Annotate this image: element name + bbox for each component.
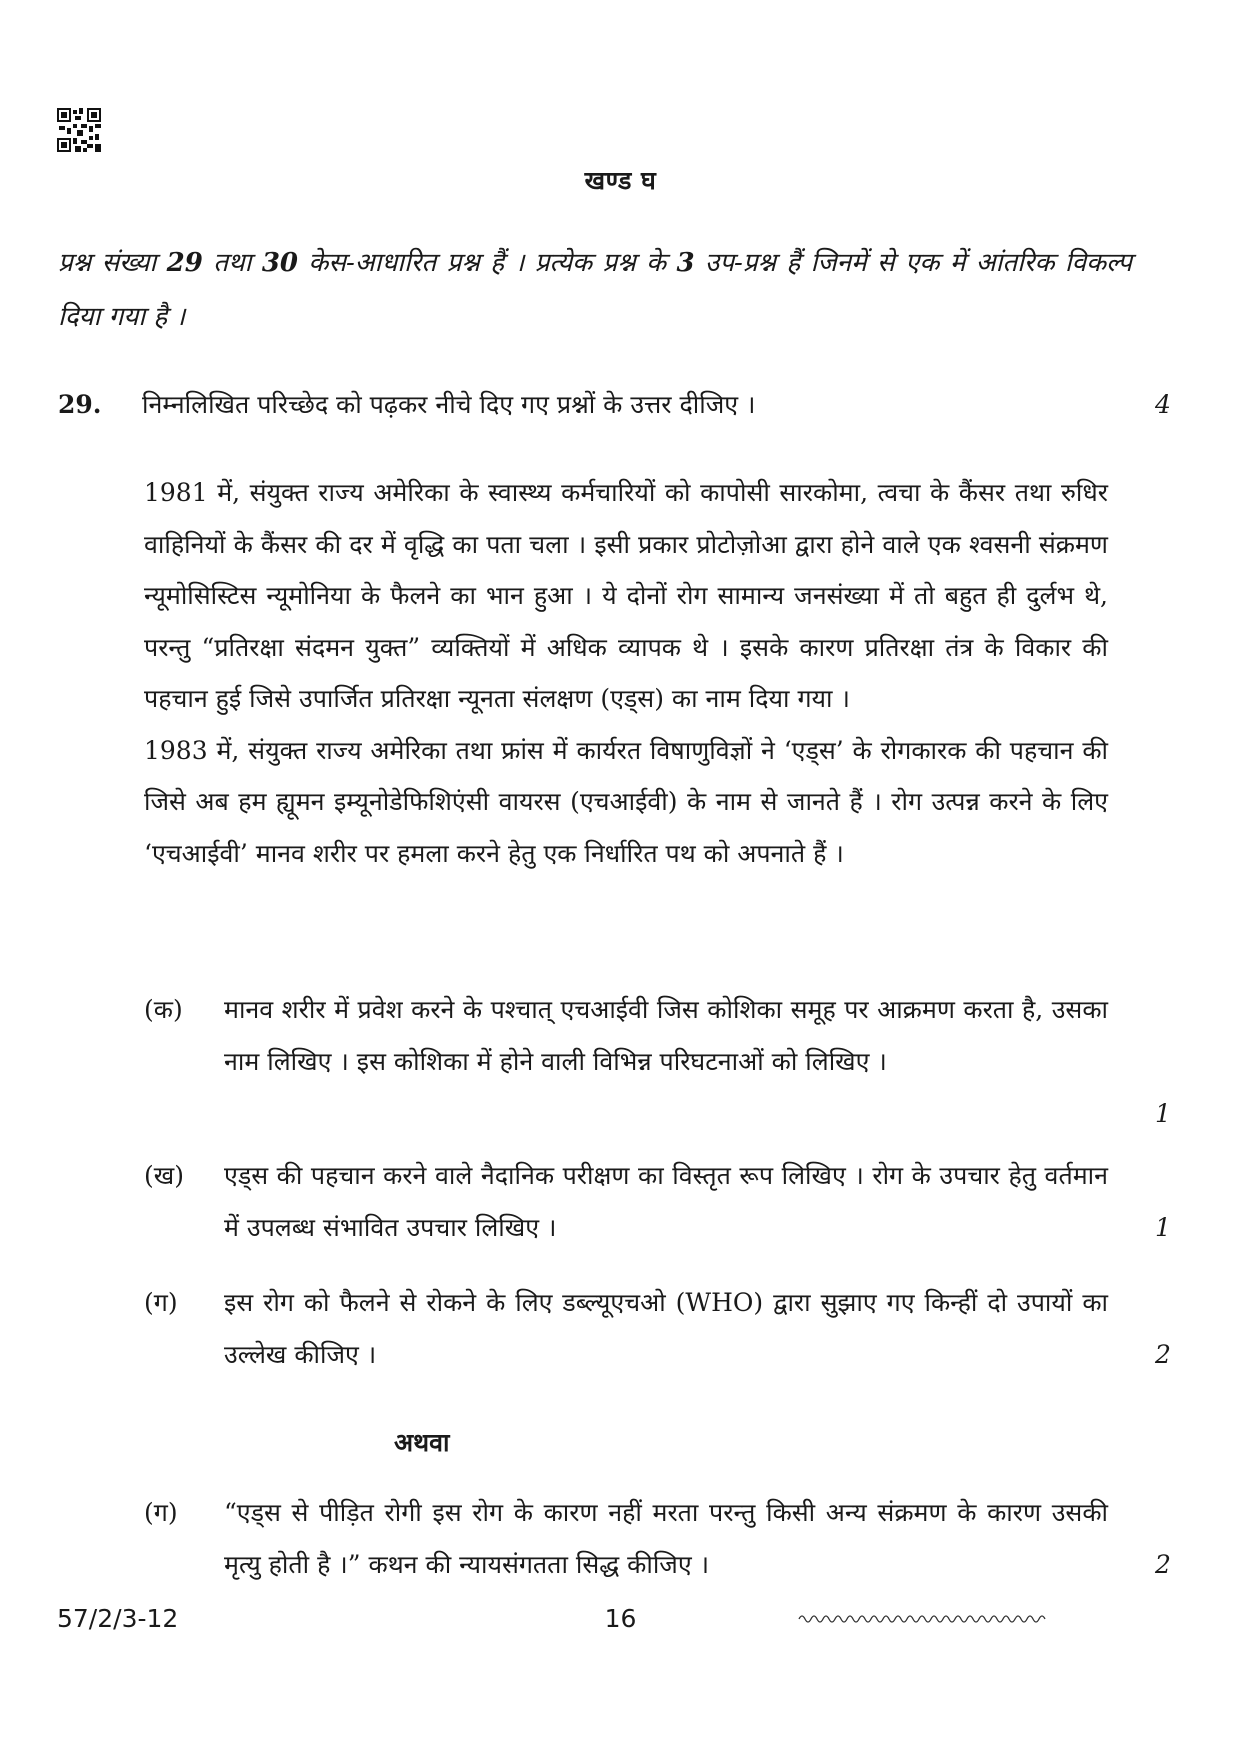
- section-instructions: प्रश्न संख्या 29 तथा 30 केस-आधारित प्रश्न हैं । प्रत्येक प्रश्न के 3 उप-प्रश्न हैं जिनमें से एक में आंतरिक विकल्प दिया गया है ।: [58, 248, 1133, 332]
- sub-question-text: मानव शरीर में प्रवेश करने के पश्चात् एचआईवी जिस कोशिका समूह पर आक्रमण करता है, उसका नाम लिखिए । इस कोशिका में होने वाली विभिन्न परिघटनाओं को लिखिए ।: [224, 995, 1108, 1076]
- sub-question-marks: 2: [1155, 1550, 1171, 1579]
- sub-question-marks: 1: [1155, 1099, 1171, 1128]
- wavy-line-icon: [797, 1606, 1051, 1632]
- section-title: खण्ड घ: [584, 166, 657, 195]
- qr-code-icon: [57, 108, 101, 152]
- sub-question-b: [144, 1150, 1108, 1254]
- sub-question-a: [144, 984, 1108, 1088]
- case-passage: [144, 467, 1108, 879]
- sub-question-label: (ग): [144, 1288, 178, 1317]
- sub-question-label: (क): [144, 995, 183, 1024]
- sub-question-label: (ग): [144, 1498, 178, 1527]
- sub-question-c: [144, 1277, 1108, 1381]
- question-number: 29.: [58, 390, 102, 419]
- paper-code: 57/2/3-12: [57, 1604, 179, 1633]
- sub-question-text: इस रोग को फैलने से रोकने के लिए डब्ल्यूएचओ (WHO) द्वारा सुझाए गए किन्हीं दो उपायों का उल्लेख कीजिए ।: [224, 1288, 1108, 1369]
- sub-question-text: “एड्स से पीड़ित रोगी इस रोग के कारण नहीं मरता परन्तु किसी अन्य संक्रमण के कारण उसकी मृत्यु होती है ।” कथन की न्यायसंगतता सिद्ध कीजिए ।: [224, 1498, 1108, 1579]
- sub-question-label: (ख): [144, 1161, 184, 1190]
- sub-question-marks: 1: [1155, 1213, 1171, 1242]
- question-prompt: निम्नलिखित परिच्छेद को पढ़कर नीचे दिए गए प्रश्नों के उत्तर दीजिए ।: [142, 390, 756, 419]
- sub-question-marks: 2: [1155, 1340, 1171, 1369]
- passage-paragraph-1: 1981 में, संयुक्त राज्य अमेरिका के स्वास्थ्य कर्मचारियों को कापोसी सारकोमा, त्वचा के कैंसर तथा रुधिर वाहिनियों के कैंसर की दर में वृद्धि का पता चला । इसी प्रकार प्रोटोज़ोआ द्वारा होने वाले एक श्वसनी संक्रमण न्यूमोसिस्टिस न्यूमोनिया के फैलने का भान हुआ । ये दोनों रोग सामान्य जनसंख्या में तो बहुत ही दुर्लभ थे, परन्तु “प्रतिरक्षा संदमन युक्त” व्यक्तियों में अधिक व्यापक थे । इसके कारण प्रतिरक्षा तंत्र के विकार की पहचान हुई जिसे उपार्जित प्रतिरक्षा न्यूनता संलक्षण (एड्स) का नाम दिया गया ।: [144, 478, 1108, 713]
- sub-question-text: एड्स की पहचान करने वाले नैदानिक परीक्षण का विस्तृत रूप लिखिए । रोग के उपचार हेतु वर्तमान में उपलब्ध संभावित उपचार लिखिए ।: [224, 1161, 1108, 1242]
- page-number: 16: [604, 1604, 637, 1633]
- sub-question-c-alternative: [144, 1487, 1108, 1591]
- question-marks: 4: [1155, 390, 1171, 419]
- or-label: अथवा: [394, 1428, 450, 1457]
- passage-paragraph-2: 1983 में, संयुक्त राज्य अमेरिका तथा फ्रांस में कार्यरत विषाणुविज्ञों ने ‘एड्स’ के रोगकारक की पहचान की जिसे अब हम ह्यूमन इम्यूनोडेफिशिएंसी वायरस (एचआईवी) के नाम से जानते हैं । रोग उत्पन्न करने के लिए ‘एचआईवी’ मानव शरीर पर हमला करने हेतु एक निर्धारित पथ को अपनाते हैं ।: [144, 735, 1108, 868]
